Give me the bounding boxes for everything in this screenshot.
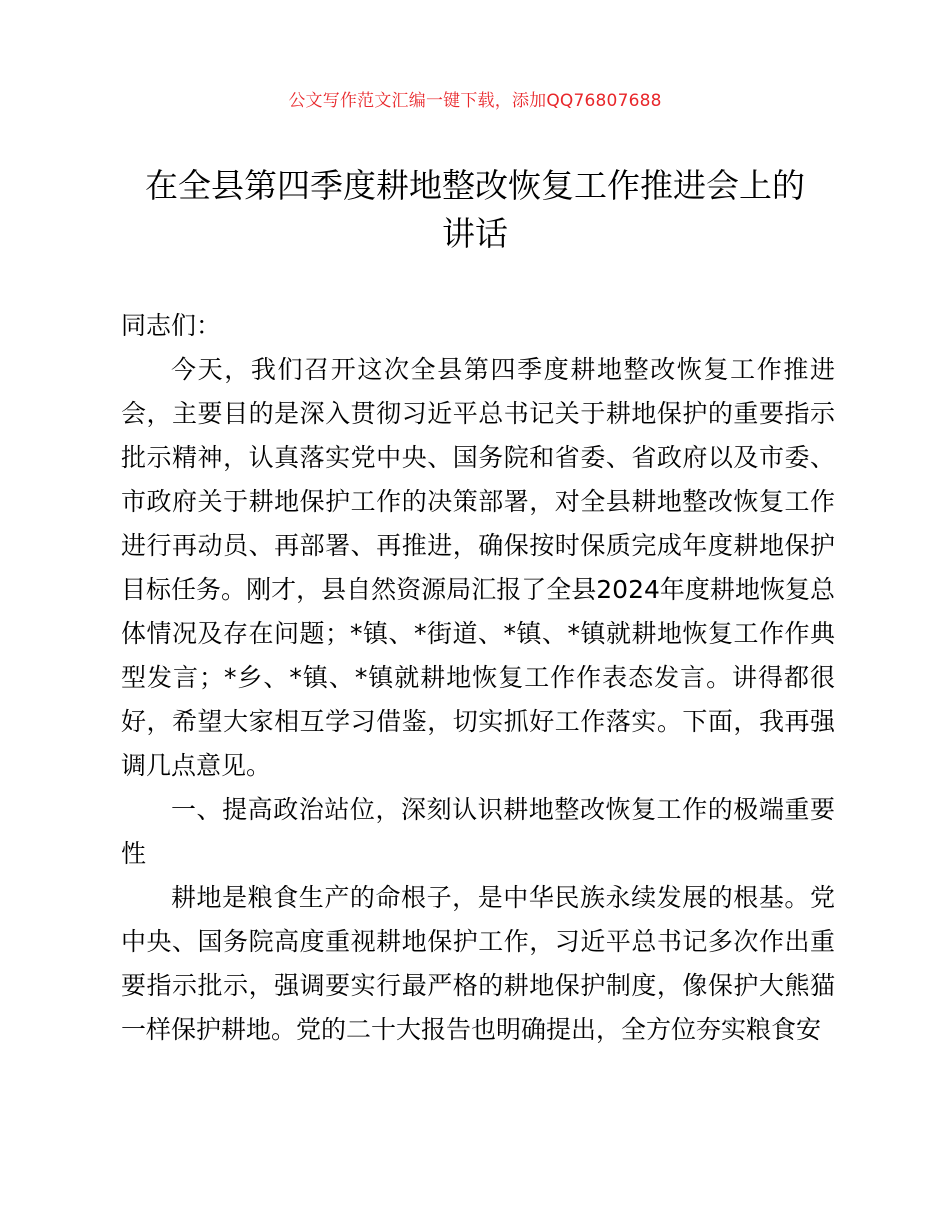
greeting: 同志们：	[121, 311, 222, 340]
document-body	[121, 304, 835, 1052]
title-line-1: 在全县第四季度耕地整改恢复工作推进会上的	[145, 166, 805, 205]
section-heading-1: 一、提高政治站位，深刻认识耕地整改恢复工作的极端重要性	[121, 795, 835, 868]
document-title	[110, 162, 840, 258]
watermark-banner: 公文写作范文汇编一键下载，添加QQ76807688	[288, 91, 662, 111]
title-line-2: 讲话	[442, 214, 508, 253]
paragraph-section-1: 耕地是粮食生产的命根子，是中华民族永续发展的根基。党中央、国务院高度重视耕地保护工作，习近平总书记多次作出重要指示批示，强调要实行最严格的耕地保护制度，像保护大熊猫一样保护耕地。党的二十大报告也明确提出，全方位夯实粮食安	[121, 883, 835, 1044]
paragraph-intro: 今天，我们召开这次全县第四季度耕地整改恢复工作推进会，主要目的是深入贯彻习近平总书记关于耕地保护的重要指示批示精神，认真落实党中央、国务院和省委、省政府以及市委、市政府关于耕地保护工作的决策部署，对全县耕地整改恢复工作进行再动员、再部署、再推进，确保按时保质完成年度耕地保护目标任务。刚才，县自然资源局汇报了全县2024年度耕地恢复总体情况及存在问题；*镇、*街道、*镇、*镇就耕地恢复工作作典型发言；*乡、*镇、*镇就耕地恢复工作作表态发言。讲得都很好，希望大家相互学习借鉴，切实抓好工作落实。下面，我再强调几点意见。	[121, 355, 835, 780]
